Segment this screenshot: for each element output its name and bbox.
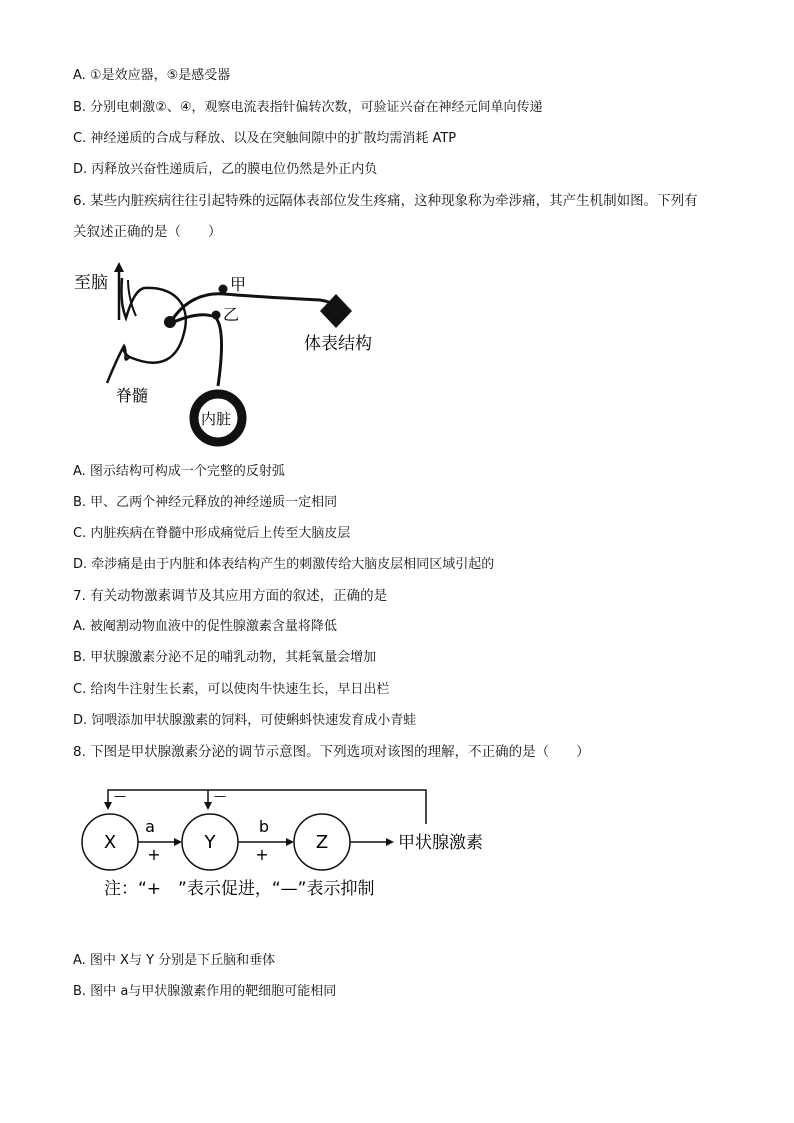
promote-sign-a: + (147, 845, 161, 864)
node-y-label: Y (204, 832, 216, 853)
q5-option-c: C. 神经递质的合成与释放、以及在突触间隙中的扩散均需消耗 ATP (73, 131, 457, 146)
q8-option-b: B. 图中 a与甲状腺激素作用的靶细胞可能相同 (73, 984, 337, 999)
brain-arrowhead (114, 262, 124, 272)
q5-option-b: B. 分别电刺激②、④，观察电流表指针偏转次数，可验证兴奋在神经元间单向传递 (73, 100, 543, 115)
feedback-arrowhead-y (204, 802, 212, 810)
neuron-yi-fiber (216, 318, 222, 386)
q7-option-b: B. 甲状腺激素分泌不足的哺乳动物，其耗氧量会增加 (73, 650, 377, 665)
q6-option-a: A. 图示结构可构成一个完整的反射弧 (73, 464, 285, 479)
q7-option-c: C. 给肉牛注射生长素，可以使肉牛快速生长，早日出栏 (73, 682, 390, 697)
legend-note: 注：“+ ”表示促进，“—”表示抑制 (104, 879, 375, 899)
label-viscera: 内脏 (201, 410, 232, 428)
q8-option-a: A. 图中 X与 Y 分别是下丘脑和垂体 (73, 953, 276, 968)
thyroid-regulation-diagram (70, 782, 510, 902)
node-z-label: Z (315, 832, 329, 853)
arrow-z-output-head (386, 838, 394, 846)
neuron-jia-axon (224, 294, 332, 304)
node-x-label: X (103, 832, 117, 853)
output-thyroid-hormone: 甲状腺激素 (398, 833, 483, 853)
spinal-cord-lower (107, 346, 130, 383)
inhibit-sign-y: — (214, 789, 226, 803)
q5-option-d: D. 丙释放兴奋性递质后，乙的膜电位仍然是外正内负 (73, 162, 378, 177)
q7-option-d: D. 饲喂添加甲状腺激素的饲料，可使蝌蚪快速发育成小青蛙 (73, 713, 417, 728)
q5-option-a: A. ①是效应器，⑤是感受器 (73, 68, 231, 83)
arrow-x-y-head (174, 838, 182, 846)
body-surface-diamond (320, 294, 352, 328)
label-yi: 乙 (223, 305, 240, 324)
label-body-structure: 体表结构 (304, 334, 372, 354)
label-b: b (258, 817, 270, 836)
promote-sign-b: + (255, 845, 269, 864)
q7-stem: 7. 有关动物激素调节及其应用方面的叙述，正确的是 (73, 588, 388, 604)
synapse-knob (164, 316, 176, 328)
q6-stem-line2: 关叙述正确的是（ ） (73, 224, 222, 240)
label-a: a (145, 817, 155, 836)
label-spinal-cord: 脊髓 (116, 386, 149, 405)
inhibit-sign-x: — (114, 789, 126, 803)
q6-option-d: D. 牵涉痛是由于内脏和体表结构产生的刺激传给大脑皮层相同区域引起的 (73, 557, 495, 572)
arrow-y-z-head (286, 838, 294, 846)
neuron-jia-body (219, 285, 228, 294)
q8-stem: 8. 下图是甲状腺激素分泌的调节示意图。下列选项对该图的理解，不正确的是（ ） (73, 744, 590, 760)
label-jia: 甲 (230, 275, 247, 294)
feedback-arrowhead-x (104, 802, 112, 810)
q6-option-b: B. 甲、乙两个神经元释放的神经递质一定相同 (73, 495, 338, 510)
label-to-brain: 至脑 (74, 273, 108, 293)
q6-option-c: C. 内脏疾病在脊髓中形成痛觉后上传至大脑皮层 (73, 526, 351, 541)
neuron-yi-branch (174, 315, 212, 322)
referred-pain-diagram (62, 258, 392, 458)
q7-option-a: A. 被阉割动物血液中的促性腺激素含量将降低 (73, 619, 337, 634)
q6-stem-line1: 6. 某些内脏疾病往往引起特殊的远隔体表部位发生疼痛，这种现象称为牵涉痛，其产生机制如图。下列有 (73, 193, 698, 209)
